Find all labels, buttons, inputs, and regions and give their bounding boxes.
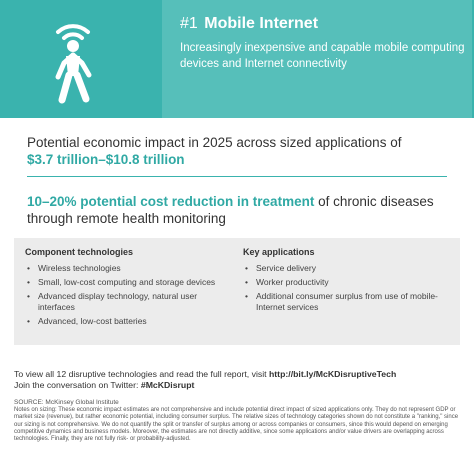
list-item: • Advanced display technology, natural user interfaces: [25, 291, 225, 313]
header-text-panel: [162, 0, 472, 118]
twitter-text: Join the conversation on Twitter:: [14, 380, 139, 390]
economic-impact: [27, 134, 447, 168]
list-item: • Additional consumer surplus from use of mobile-Internet services: [243, 291, 453, 313]
key-applications-heading: Key applications: [243, 247, 315, 257]
person-with-wifi-signal-icon: [0, 0, 145, 118]
divider: [27, 176, 447, 177]
cta-text: To view all 12 disruptive technologies and read the full report, visit: [14, 369, 267, 379]
details-panel: [14, 238, 460, 345]
mobile-internet-illustration: [0, 0, 145, 118]
cost-reduction-highlight: 10–20% potential cost reduction in treatment: [27, 194, 315, 209]
report-link[interactable]: http://bit.ly/McKDisruptiveTech: [268, 369, 397, 379]
list-item: • Worker productivity: [243, 277, 453, 288]
list-item: • Service delivery: [243, 263, 453, 274]
list-item: • Small, low-cost computing and storage devices: [25, 277, 225, 288]
sizing-notes: Notes on sizing: These economic impact estimates are not comprehensive and include potential direct impact of sized applications only. They do not represent GDP or market size (revenue), but rather economic potential, including consumer surplus. The relative sizes of technology categories shown do not constitute a "ranking," since our sizing is not comprehensive. We do not quantify the split or transfer of surplus among or across companies or consumers, since this would depend on emerging competitive dynamics and business models. Moreover, the estimates are not directly additive, since some applications and/or value drivers are overlapping across technologies. Finally, they are not fully risk- or probability-adjusted.: [14, 407, 459, 443]
key-applications-list: [243, 263, 453, 313]
cost-reduction-rest: of chronic diseases through remote health monitoring: [27, 194, 434, 226]
component-technologies-heading: Component technologies: [25, 247, 133, 257]
list-item: • Advanced, low-cost batteries: [25, 316, 225, 327]
impact-label: Potential economic impact in 2025 across sized applications of: [27, 135, 402, 150]
source-note: SOURCE: McKinsey Global Institute: [14, 399, 119, 406]
component-technologies-list: [25, 263, 225, 327]
call-to-action: [14, 369, 464, 391]
technology-description: Increasingly inexpensive and capable mobile computing devices and Internet connectivity: [180, 42, 465, 70]
key-applications: [243, 247, 453, 316]
technology-title: [180, 15, 472, 33]
cost-reduction-statement: [27, 193, 457, 227]
technology-name: Mobile Internet: [204, 15, 319, 32]
header-banner: [0, 0, 474, 118]
list-item: • Wireless technologies: [25, 263, 225, 274]
technology-number: #1: [180, 15, 198, 32]
impact-value: $3.7 trillion–$10.8 trillion: [27, 152, 185, 167]
component-technologies: [25, 247, 225, 330]
twitter-hashtag[interactable]: #McKDisrupt: [140, 380, 195, 390]
